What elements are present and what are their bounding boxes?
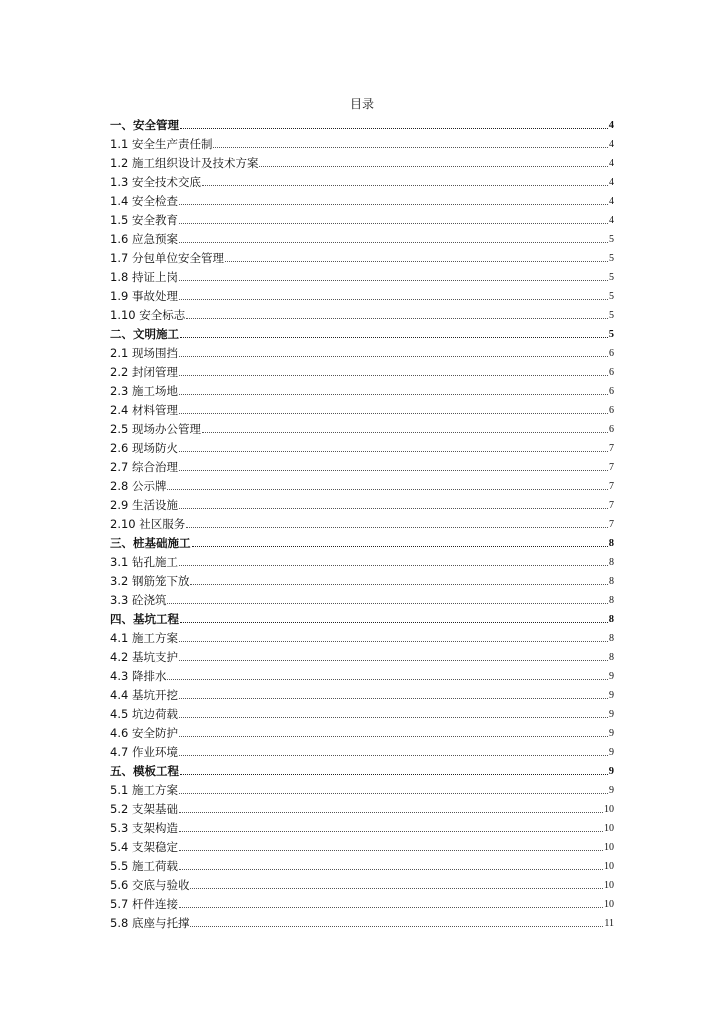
toc-entry-label: 1.9 事故处理 — [110, 289, 178, 303]
toc-subsection-entry[interactable] — [110, 627, 614, 646]
toc-dot-leader — [179, 830, 603, 832]
toc-section-entry[interactable] — [110, 323, 614, 342]
toc-entry-label: 4.2 基坑支护 — [110, 650, 178, 664]
toc-dot-leader — [179, 754, 608, 756]
toc-dot-leader — [179, 868, 603, 870]
toc-page-number: 8 — [609, 595, 614, 606]
toc-page-number: 7 — [609, 500, 614, 511]
toc-subsection-entry[interactable] — [110, 912, 614, 931]
toc-entry-label: 1.4 安全检查 — [110, 194, 178, 208]
toc-subsection-entry[interactable] — [110, 836, 614, 855]
toc-entry-label: 2.7 综合治理 — [110, 460, 178, 474]
toc-page-number: 6 — [609, 367, 614, 378]
toc-dot-leader — [202, 184, 608, 186]
toc-page-number: 5 — [609, 272, 614, 283]
toc-subsection-entry[interactable] — [110, 494, 614, 513]
toc-entry-label: 2.1 现场围挡 — [110, 346, 178, 360]
toc-entry-label: 1.2 施工组织设计及技术方案 — [110, 156, 259, 170]
toc-dot-leader — [179, 640, 608, 642]
toc-dot-leader — [179, 735, 608, 737]
toc-page-number: 10 — [604, 823, 614, 834]
toc-page-number: 9 — [609, 671, 614, 682]
toc-subsection-entry[interactable] — [110, 171, 614, 190]
toc-subsection-entry[interactable] — [110, 665, 614, 684]
toc-page-number: 7 — [609, 519, 614, 530]
toc-dot-leader — [179, 697, 608, 699]
toc-entry-label: 2.8 公示牌 — [110, 479, 167, 493]
toc-page-number: 8 — [608, 614, 614, 625]
toc-page-number: 7 — [609, 443, 614, 454]
toc-subsection-entry[interactable] — [110, 361, 614, 380]
toc-page-number: 8 — [609, 652, 614, 663]
toc-dot-leader — [179, 279, 608, 281]
toc-page-number: 10 — [604, 842, 614, 853]
toc-subsection-entry[interactable] — [110, 570, 614, 589]
toc-page-number: 4 — [608, 120, 614, 131]
toc-page-number: 7 — [609, 462, 614, 473]
toc-dot-leader — [167, 678, 608, 680]
toc-dot-leader — [179, 469, 608, 471]
toc-entry-label: 2.4 材料管理 — [110, 403, 178, 417]
toc-entry-label: 4.1 施工方案 — [110, 631, 178, 645]
toc-dot-leader — [180, 621, 608, 623]
toc-page-number: 9 — [609, 709, 614, 720]
toc-subsection-entry[interactable] — [110, 513, 614, 532]
toc-page-number: 9 — [608, 766, 614, 777]
toc-entry-label: 4.3 降排水 — [110, 669, 167, 683]
toc-dot-leader — [179, 203, 608, 205]
toc-entry-label: 5.4 支架稳定 — [110, 840, 178, 854]
toc-dot-leader — [186, 317, 608, 319]
toc-subsection-entry[interactable] — [110, 266, 614, 285]
toc-section-entry[interactable] — [110, 114, 614, 133]
toc-entry-label: 2.5 现场办公管理 — [110, 422, 201, 436]
toc-subsection-entry[interactable] — [110, 304, 614, 323]
toc-subsection-entry[interactable] — [110, 722, 614, 741]
toc-entry-label: 1.6 应急预案 — [110, 232, 178, 246]
toc-subsection-entry[interactable] — [110, 399, 614, 418]
toc-page-number: 10 — [604, 804, 614, 815]
toc-entry-label: 5.8 底座与托撑 — [110, 916, 190, 930]
toc-entry-label: 3.3 砼浇筑 — [110, 593, 167, 607]
toc-subsection-entry[interactable] — [110, 133, 614, 152]
toc-subsection-entry[interactable] — [110, 551, 614, 570]
toc-dot-leader — [213, 146, 608, 148]
toc-page-number: 7 — [609, 481, 614, 492]
toc-subsection-entry[interactable] — [110, 190, 614, 209]
toc-subsection-entry[interactable] — [110, 209, 614, 228]
toc-subsection-entry[interactable] — [110, 893, 614, 912]
toc-page-number: 9 — [609, 690, 614, 701]
toc-entry-label: 1.8 持证上岗 — [110, 270, 178, 284]
toc-page-number: 5 — [609, 253, 614, 264]
toc-subsection-entry[interactable] — [110, 589, 614, 608]
toc-entry-label: 4.4 基坑开挖 — [110, 688, 178, 702]
toc-entry-label: 5.2 支架基础 — [110, 802, 178, 816]
toc-entry-label: 2.3 施工场地 — [110, 384, 178, 398]
toc-subsection-entry[interactable] — [110, 684, 614, 703]
toc-page-number: 5 — [609, 291, 614, 302]
toc-page-number: 4 — [609, 215, 614, 226]
toc-dot-leader — [179, 450, 608, 452]
toc-dot-leader — [167, 602, 608, 604]
toc-page-number: 6 — [609, 424, 614, 435]
toc-page-number: 10 — [604, 861, 614, 872]
toc-entry-label: 5.3 支架构造 — [110, 821, 178, 835]
toc-dot-leader — [225, 260, 608, 262]
toc-dot-leader — [180, 773, 608, 775]
toc-entry-label: 五、模板工程 — [110, 764, 179, 778]
toc-entry-label: 4.7 作业环境 — [110, 745, 178, 759]
toc-entry-label: 1.7 分包单位安全管理 — [110, 251, 224, 265]
toc-subsection-entry[interactable] — [110, 152, 614, 171]
toc-dot-leader — [186, 526, 608, 528]
toc-subsection-entry[interactable] — [110, 779, 614, 798]
toc-page-number: 9 — [609, 785, 614, 796]
toc-section-entry[interactable] — [110, 608, 614, 627]
toc-page-number: 11 — [604, 918, 614, 929]
toc-dot-leader — [179, 222, 608, 224]
toc-dot-leader — [190, 583, 608, 585]
toc-entry-label: 5.5 施工荷载 — [110, 859, 178, 873]
toc-page-number: 8 — [609, 557, 614, 568]
toc-page-number: 4 — [609, 158, 614, 169]
toc-entry-label: 5.7 杆件连接 — [110, 897, 178, 911]
toc-dot-leader — [167, 488, 608, 490]
toc-subsection-entry[interactable] — [110, 418, 614, 437]
toc-dot-leader — [179, 811, 603, 813]
toc-entry-label: 5.6 交底与验收 — [110, 878, 190, 892]
toc-dot-leader — [179, 716, 608, 718]
toc-section-entry[interactable] — [110, 760, 614, 779]
toc-entry-label: 2.9 生活设施 — [110, 498, 178, 512]
toc-subsection-entry[interactable] — [110, 817, 614, 836]
toc-dot-leader — [179, 374, 608, 376]
toc-entry-label: 1.3 安全技术交底 — [110, 175, 201, 189]
toc-entry-label: 5.1 施工方案 — [110, 783, 178, 797]
toc-subsection-entry[interactable] — [110, 437, 614, 456]
toc-dot-leader — [179, 355, 608, 357]
toc-subsection-entry[interactable] — [110, 475, 614, 494]
toc-page-number: 5 — [608, 329, 614, 340]
toc-entry-label: 3.1 钻孔施工 — [110, 555, 178, 569]
toc-subsection-entry[interactable] — [110, 380, 614, 399]
toc-page-number: 4 — [609, 139, 614, 150]
toc-page-number: 5 — [609, 310, 614, 321]
toc-dot-leader — [179, 906, 603, 908]
toc-page-number: 6 — [609, 386, 614, 397]
toc-page-number: 9 — [609, 747, 614, 758]
toc-title: 目录 — [349, 97, 374, 111]
toc-entry-label: 1.10 安全标志 — [110, 308, 186, 322]
toc-dot-leader — [179, 393, 608, 395]
toc-dot-leader — [180, 336, 608, 338]
toc-page-number: 6 — [609, 405, 614, 416]
toc-section-entry[interactable] — [110, 532, 614, 551]
toc-subsection-entry[interactable] — [110, 285, 614, 304]
toc-dot-leader — [179, 849, 603, 851]
toc-dot-leader — [259, 165, 608, 167]
toc-subsection-entry[interactable] — [110, 703, 614, 722]
toc-page-number: 4 — [609, 196, 614, 207]
toc-page-number: 10 — [604, 880, 614, 891]
toc-entry-label: 二、文明施工 — [110, 327, 179, 341]
toc-entry-label: 四、基坑工程 — [110, 612, 179, 626]
toc-entry-label: 2.10 社区服务 — [110, 517, 186, 531]
toc-page-number: 8 — [609, 633, 614, 644]
toc-entry-label: 3.2 钢筋笼下放 — [110, 574, 190, 588]
toc-subsection-entry[interactable] — [110, 456, 614, 475]
toc-page-number: 8 — [608, 538, 614, 549]
toc-dot-leader — [180, 127, 608, 129]
toc-entry-label: 4.5 坑边荷载 — [110, 707, 178, 721]
toc-dot-leader — [179, 507, 608, 509]
toc-page-number: 9 — [609, 728, 614, 739]
toc-page-number: 8 — [609, 576, 614, 587]
toc-page-number: 10 — [604, 899, 614, 910]
toc-dot-leader — [179, 298, 608, 300]
toc-subsection-entry[interactable] — [110, 798, 614, 817]
toc-entry-label: 一、安全管理 — [110, 118, 179, 132]
toc-list — [110, 114, 614, 931]
toc-dot-leader — [179, 412, 608, 414]
toc-subsection-entry[interactable] — [110, 247, 614, 266]
toc-entry-label: 三、桩基础施工 — [110, 536, 191, 550]
toc-subsection-entry[interactable] — [110, 342, 614, 361]
toc-subsection-entry[interactable] — [110, 741, 614, 760]
toc-entry-label: 2.2 封闭管理 — [110, 365, 178, 379]
toc-dot-leader — [202, 431, 608, 433]
toc-dot-leader — [179, 659, 608, 661]
toc-subsection-entry[interactable] — [110, 228, 614, 247]
toc-subsection-entry[interactable] — [110, 855, 614, 874]
toc-subsection-entry[interactable] — [110, 646, 614, 665]
toc-dot-leader — [190, 925, 603, 927]
toc-subsection-entry[interactable] — [110, 874, 614, 893]
toc-dot-leader — [190, 887, 603, 889]
toc-entry-label: 2.6 现场防火 — [110, 441, 178, 455]
toc-dot-leader — [179, 564, 608, 566]
toc-page-number: 6 — [609, 348, 614, 359]
toc-dot-leader — [192, 545, 608, 547]
toc-dot-leader — [179, 792, 608, 794]
toc-entry-label: 4.6 安全防护 — [110, 726, 178, 740]
toc-page-number: 4 — [609, 177, 614, 188]
toc-page-number: 5 — [609, 234, 614, 245]
toc-entry-label: 1.5 安全教育 — [110, 213, 178, 227]
toc-dot-leader — [179, 241, 608, 243]
toc-entry-label: 1.1 安全生产责任制 — [110, 137, 213, 151]
